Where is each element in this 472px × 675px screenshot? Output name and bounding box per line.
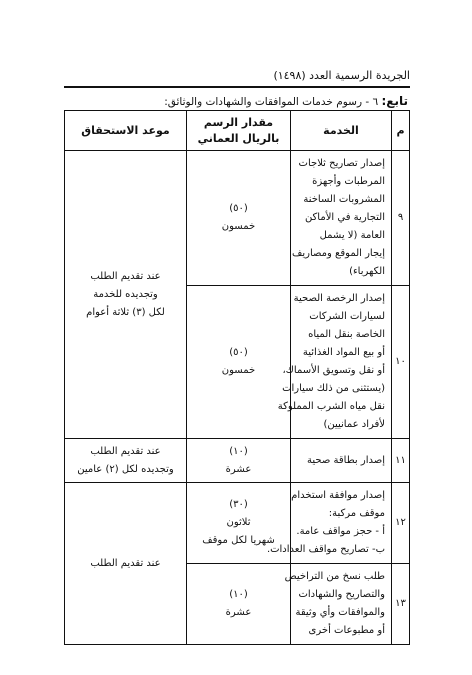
header-fee-line: مقدار الرسم bbox=[203, 115, 274, 129]
service-line: المرطبات وأجهزة bbox=[312, 176, 385, 187]
due-cell bbox=[65, 483, 187, 645]
subtitle-text: ٦ - رسوم خدمات الموافقات والشهادات والوثائق: bbox=[164, 96, 379, 108]
due-cell bbox=[65, 439, 187, 483]
table-row bbox=[65, 151, 410, 286]
fee-words: عشرة bbox=[225, 463, 252, 475]
service-line: العامة (لا يشمل bbox=[319, 230, 385, 241]
service-line: نقل مياه الشرب المملوكة bbox=[277, 401, 385, 412]
fee-words: خمسون bbox=[221, 365, 256, 376]
row-number: ١٠ bbox=[392, 286, 410, 439]
subtitle-prefix: تابع: bbox=[381, 94, 408, 108]
service-line: أو بيع المواد الغذائية bbox=[302, 347, 385, 358]
header-due: موعد الاستحقاق bbox=[65, 111, 187, 151]
fee-cell bbox=[187, 286, 291, 439]
fee-cell bbox=[187, 151, 291, 286]
service-line: أو مطبوعات أخرى bbox=[308, 625, 385, 636]
fee-cell bbox=[187, 439, 291, 483]
header-fee-line: بالريال العماني bbox=[197, 131, 280, 145]
row-number: ١٣ bbox=[392, 564, 410, 645]
header-service: الخدمة bbox=[291, 111, 392, 151]
service-line: الخاصة بنقل المياه bbox=[308, 329, 385, 340]
fee-words: خمسون bbox=[221, 221, 256, 232]
fee-note: شهريا لكل موقف bbox=[202, 535, 275, 546]
fee-amount: (١٠) bbox=[229, 589, 248, 600]
gazette-title: الجريدة الرسمية العدد (١٤٩٨) bbox=[273, 69, 410, 82]
table-row bbox=[65, 439, 410, 483]
service-cell bbox=[291, 151, 392, 286]
section-subtitle bbox=[62, 94, 408, 109]
due-line: عند تقديم الطلب bbox=[90, 270, 161, 282]
due-line: عند تقديم الطلب bbox=[90, 557, 161, 569]
service-line: أو نقل وتسويق الأسماك، bbox=[282, 365, 385, 376]
due-line: لكل (٣) ثلاثة أعوام bbox=[86, 306, 165, 318]
header-num: م bbox=[392, 111, 410, 151]
page-header bbox=[64, 66, 410, 88]
fee-amount: (٥٠) bbox=[229, 203, 248, 214]
fees-table bbox=[64, 110, 410, 645]
service-line: طلب نسخ من التراخيص bbox=[284, 571, 385, 582]
due-line: وتجديده لكل (٢) عامين bbox=[77, 463, 174, 475]
fee-words: ثلاثون bbox=[226, 517, 251, 528]
service-line: ب- تصاريح مواقف العدادات. bbox=[266, 544, 385, 555]
table-header-row bbox=[65, 111, 410, 151]
service-line: لأفراد عمانيين) bbox=[323, 419, 385, 430]
row-number: ٩ bbox=[392, 151, 410, 286]
fee-words: عشرة bbox=[225, 607, 252, 618]
due-cell bbox=[65, 151, 187, 439]
due-line: عند تقديم الطلب bbox=[90, 445, 161, 457]
service-cell bbox=[291, 439, 392, 483]
service-cell bbox=[277, 286, 392, 439]
service-line: إصدار تصاريح ثلاجات bbox=[298, 158, 385, 169]
due-line: وتجديده للخدمة bbox=[93, 288, 158, 300]
service-line: المشروبات الساخنة bbox=[303, 194, 385, 205]
service-line: إصدار الرخصة الصحية bbox=[293, 293, 385, 304]
fee-amount: (١٠) bbox=[229, 445, 248, 457]
row-number: ١١ bbox=[392, 439, 410, 483]
row-number: ١٢ bbox=[392, 483, 410, 564]
fee-cell bbox=[187, 564, 291, 645]
service-line: موقف مركبة: bbox=[328, 508, 385, 519]
service-cell bbox=[284, 564, 392, 645]
service-line: إصدار موافقة استخدام bbox=[291, 490, 385, 501]
service-line: التجارية في الأماكن bbox=[304, 212, 385, 223]
service-line: إيجار الموقع ومصاريف bbox=[292, 248, 385, 259]
fee-amount: (٣٠) bbox=[229, 499, 248, 510]
service-line: (يستثنى من ذلك سيارات bbox=[282, 383, 385, 394]
service-line: والموافقات وأي وثيقة bbox=[295, 607, 385, 618]
header-fee bbox=[187, 111, 291, 151]
table-row bbox=[65, 483, 410, 564]
service-line: الكهرباء) bbox=[349, 266, 385, 277]
fee-amount: (٥٠) bbox=[229, 347, 248, 358]
service-line: لسيارات الشركات bbox=[309, 311, 385, 322]
service-line: إصدار بطاقة صحية bbox=[307, 454, 385, 466]
service-line: والتصاريح والشهادات bbox=[298, 589, 385, 600]
service-line: أ - حجز مواقف عامة. bbox=[296, 526, 385, 537]
service-cell bbox=[266, 483, 392, 564]
